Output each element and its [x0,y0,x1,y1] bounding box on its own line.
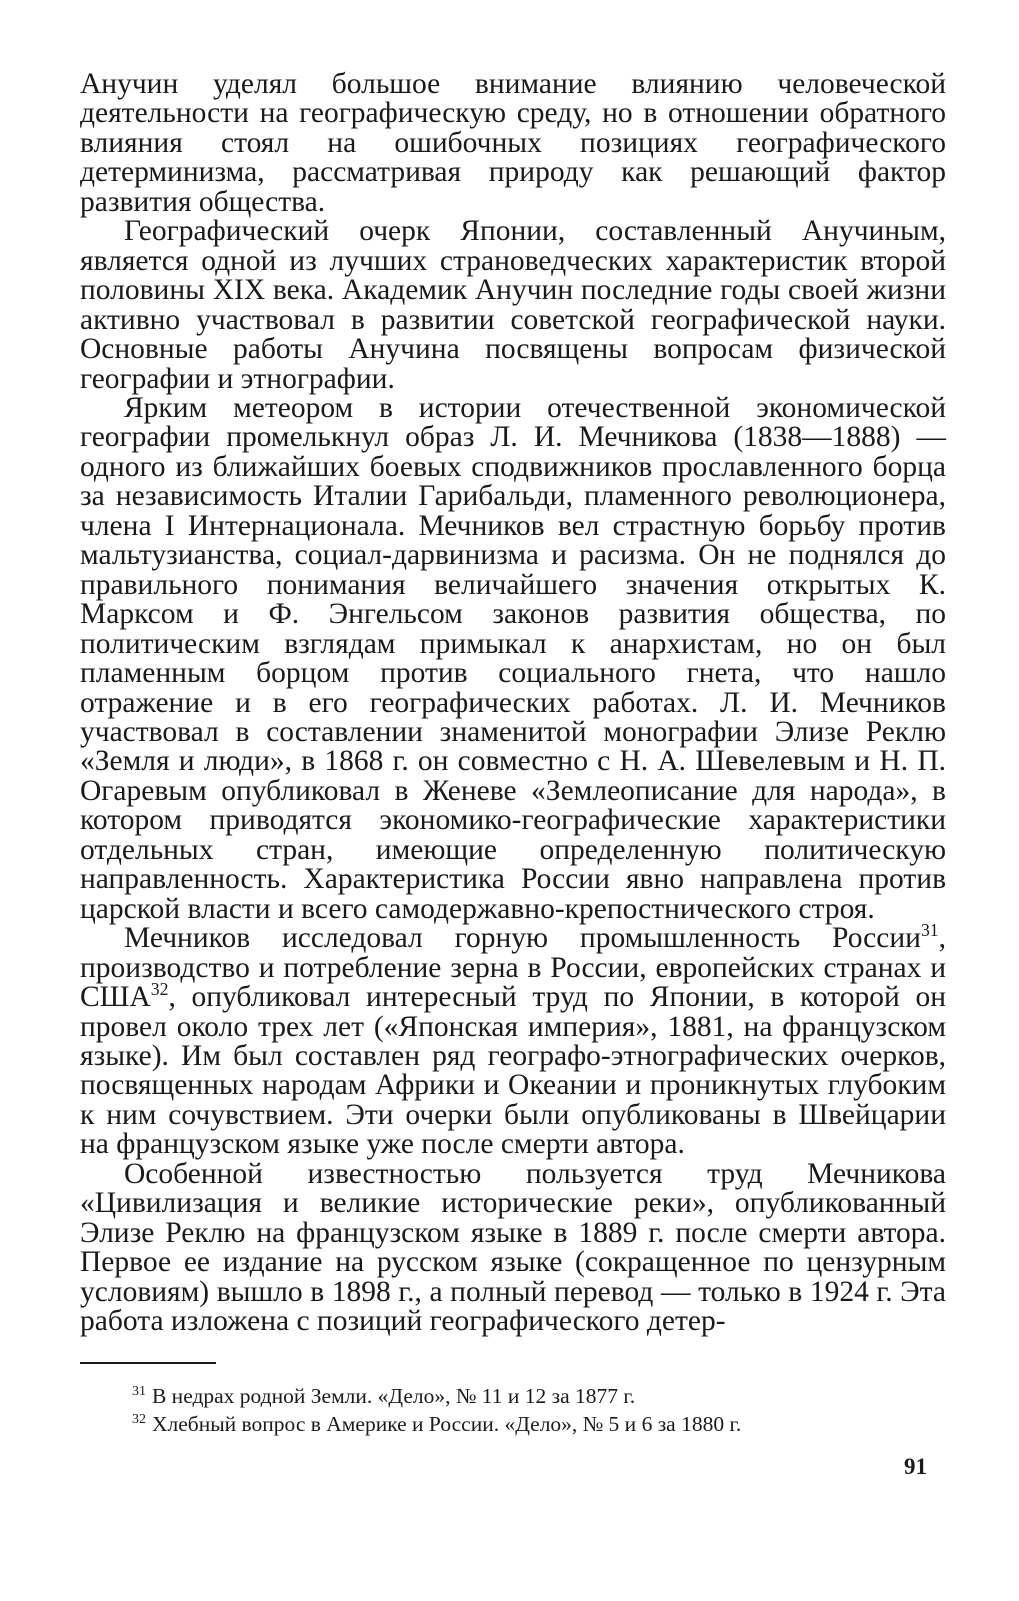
footnote-text: Хлебный вопрос в Америке и России. «Дело», № 5 и 6 за 1880 г. [151,1412,742,1437]
footnote-divider [80,1362,216,1364]
page-number: 91 [904,1454,927,1479]
paragraph: Особенной известностью пользуется труд Мечникова «Цивилизация и великие исторические реки», опубликованный Элизе Реклю на французском языке в 1889 г. после смерти автора. Первое ее издание на русском языке (сокращенное по цензурным условиям) вышло в 1898 г., а полный перевод — только в 1924 г. Эта работа изложена с позиций географического детер- [80,1157,946,1338]
footnote [80,1382,946,1410]
footnotes [80,1382,946,1438]
paragraph: Анучин уделял большое внимание влиянию человеческой деятельности на географическую среду, но в отношении обратного влияния стоял на ошибочных позициях географического детерминизма, рассматривая природу как решающий фактор развития общества. [80,68,946,218]
footnote-number: 31 [132,1384,146,1400]
paragraph-text: , производство и потребление зерна в России, европейских странах и США [80,922,946,1014]
footnote-ref: 31 [920,920,939,941]
paragraph-text: Мечников исследовал горную промышленность России [124,922,921,955]
footnote-ref: 32 [150,979,169,1000]
footnote-text: В недрах родной Земли. «Дело», № 11 и 12 за 1877 г. [151,1384,636,1409]
paragraph: Ярким метеором в истории отечественной экономической географии промелькнул образ Л. И. Мечникова (1838—1888) — одного из ближайших боевых сподвижников прославленного борца за независимость Италии Гарибальди, пламенного революционера, члена I Интернационала. Мечников вел страстную борьбу против мальтузианства, социал-дарвинизма и расизма. Он не поднялся до правильного понимания величайшего значения открытых К. Марксом и Ф. Энгельсом законов развития общества, по политическим взглядам примыкал к анархистам, но он был пламенным борцом против социального гнета, что нашло отражение и в его географических работах. Л. И. Мечников участвовал в составлении знаменитой монографии Элизе Реклю «Земля и люди», в 1868 г. он совместно с Н. А. Шевелевым и Н. П. Огаревым опубликовал в Женеве «Землеописание для народа», в котором приводятся экономико-географические характеристики отдельных стран, имеющие определенную политическую направленность. Характеристика России явно направлена против царской власти и всего самодержавно-крепостнического строя. [80,391,946,925]
footnote [80,1410,946,1438]
paragraph: Географический очерк Японии, составленный Анучиным, является одной из лучших страноведческих характеристик второй половины XIX века. Академик Анучин последние годы своей жизни активно участвовал в развитии советской географической науки. Основные работы Анучина посвящены вопросам физической географии и этнографии. [80,215,946,395]
footnote-number: 32 [132,1412,146,1428]
paragraph-text: , опубликовал интересный труд по Японии, в которой он провел около трех лет («Японская империя», 1881, на французском языке). Им был составлен ряд географо-этнографических очерков, посвященных народам Африки и Океании и проникнутых глубоким к ним сочувствием. Эти очерки были опубликованы в Швейцарии на французском языке уже после смерти автора. [80,981,946,1161]
paragraph [80,920,946,1161]
book-page [80,70,946,1438]
main-text [80,70,946,1336]
